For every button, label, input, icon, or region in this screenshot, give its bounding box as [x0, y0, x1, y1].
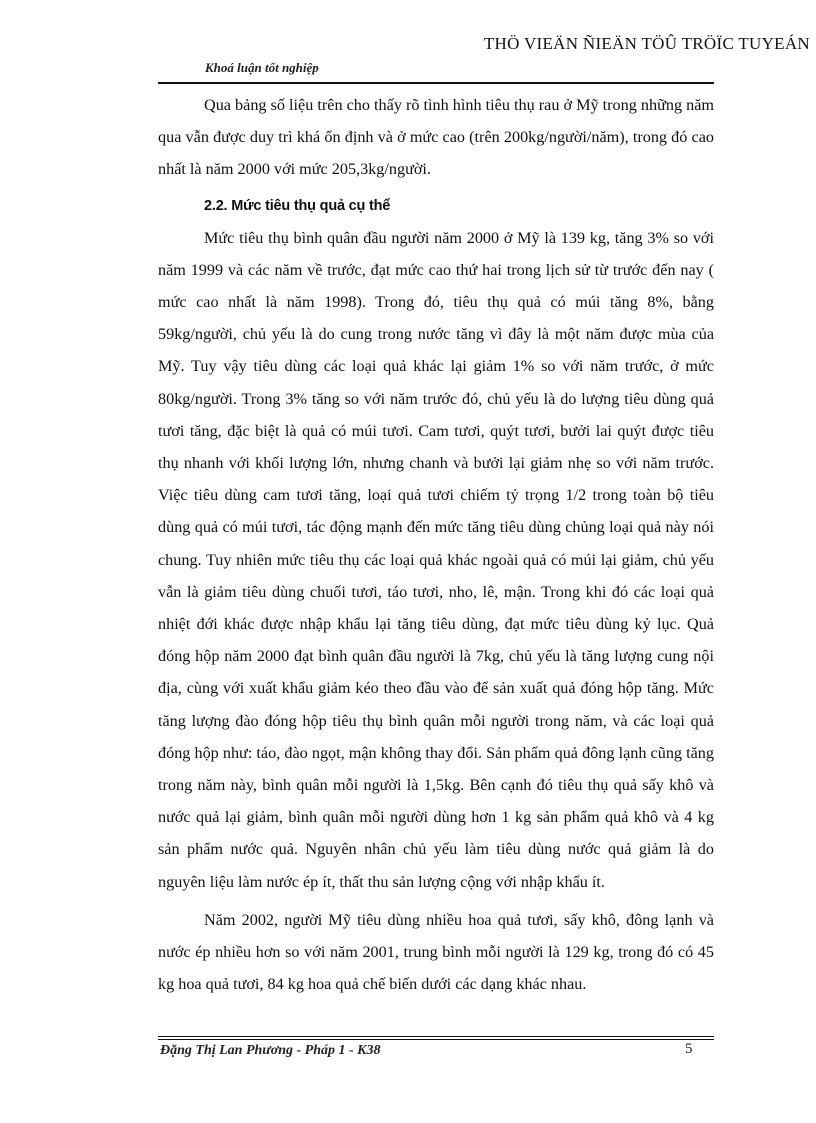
library-watermark: THÖ VIEÄN ÑIEÄN TÖÛ TRÖÏC TUYEÁN: [483, 34, 810, 53]
footer-rule: [158, 1036, 714, 1037]
footer-author: Đặng Thị Lan Phương - Pháp 1 - K38: [160, 1043, 381, 1058]
paragraph-2: Mức tiêu thụ bình quân đầu người năm 2000 ở Mỹ là 139 kg, tăng 3% so với năm 1999 và các năm về trước, đạt mức cao thứ hai trong lịch sử từ trước đến nay ( mức cao nhất là năm 1998). Trong đó, tiêu thụ quả có múi tăng 8%, bằng 59kg/người, chủ yếu là do cung trong nước tăng vì đây là một năm được mùa của Mỹ. Tuy vậy tiêu dùng các loại quả khác lại giảm 1% so với năm trước, ở mức 80kg/người. Trong 3% tăng so với năm trước đó, chủ yếu là do lượng tiêu dùng quả tươi tăng, đặc biệt là quả có múi tươi. Cam tươi, quýt tươi, bưởi lai quýt được tiêu thụ nhanh với khối lượng lớn, nhưng chanh và bưởi lại giảm nhẹ so với năm trước. Việc tiêu dùng cam tươi tăng, loại quả tươi chiếm tỷ trọng 1/2 trong toàn bộ tiêu dùng quả có múi tươi, tác động mạnh đến mức tăng tiêu dùng chủng loại quả này nói chung. Tuy nhiên mức tiêu thụ các loại quả khác ngoài quả có múi lại giảm, chủ yếu vẫn là giảm tiêu dùng chuối tươi, táo tươi, nho, lê, mận. Trong khi đó các loại quả nhiệt đới khác được nhập khẩu lại tăng tiêu dùng, đạt mức tiêu dùng kỷ lục. Quả đóng hộp năm 2000 đạt bình quân đầu người là 7kg, chủ yếu là tăng lượng cung nội địa, cùng với xuất khẩu giảm kéo theo đầu vào để sản xuất quả đóng hộp tăng. Mức tăng lượng đào đóng hộp tiêu thụ bình quân mỗi người trong năm, và các loại quả đóng hộp như: táo, đào ngọt, mận không thay đổi. Sản phẩm quả đông lạnh cũng tăng trong năm này, bình quân mỗi người là 1,5kg. Bên cạnh đó tiêu thụ quả sấy khô và nước quả lại giảm, bình quân mỗi người dùng hơn 1 kg sản phẩm quả khô và 4 kg sản phẩm nước quả. Nguyên nhân chủ yếu làm tiêu dùng nước quả giảm là do nguyên liệu làm nước ép ít, thất thu sản lượng cộng với nhập khẩu ít.: [158, 228, 714, 891]
header-rule: [158, 82, 714, 84]
document-body: [158, 89, 714, 1000]
paragraph-3: Năm 2002, người Mỹ tiêu dùng nhiều hoa quả tươi, sấy khô, đông lạnh và nước ép nhiều hơn so với năm 2001, trung bình mỗi người là 129 kg, trong đó có 45 kg hoa quả tươi, 84 kg hoa quả chế biến dưới các dạng khác nhau.: [158, 910, 714, 994]
header-label: Khoá luận tốt nghiệp: [205, 60, 319, 75]
paragraph-1: Qua bảng số liệu trên cho thấy rõ tình hình tiêu thụ rau ở Mỹ trong những năm qua vẫn được duy trì khá ổn định và ở mức cao (trên 200kg/người/năm), trong đó cao nhất là năm 2000 với mức 205,3kg/người.: [158, 96, 714, 179]
page-number: 5: [685, 1041, 693, 1057]
section-heading: 2.2. Mức tiêu thụ quả cụ thể: [204, 197, 391, 214]
